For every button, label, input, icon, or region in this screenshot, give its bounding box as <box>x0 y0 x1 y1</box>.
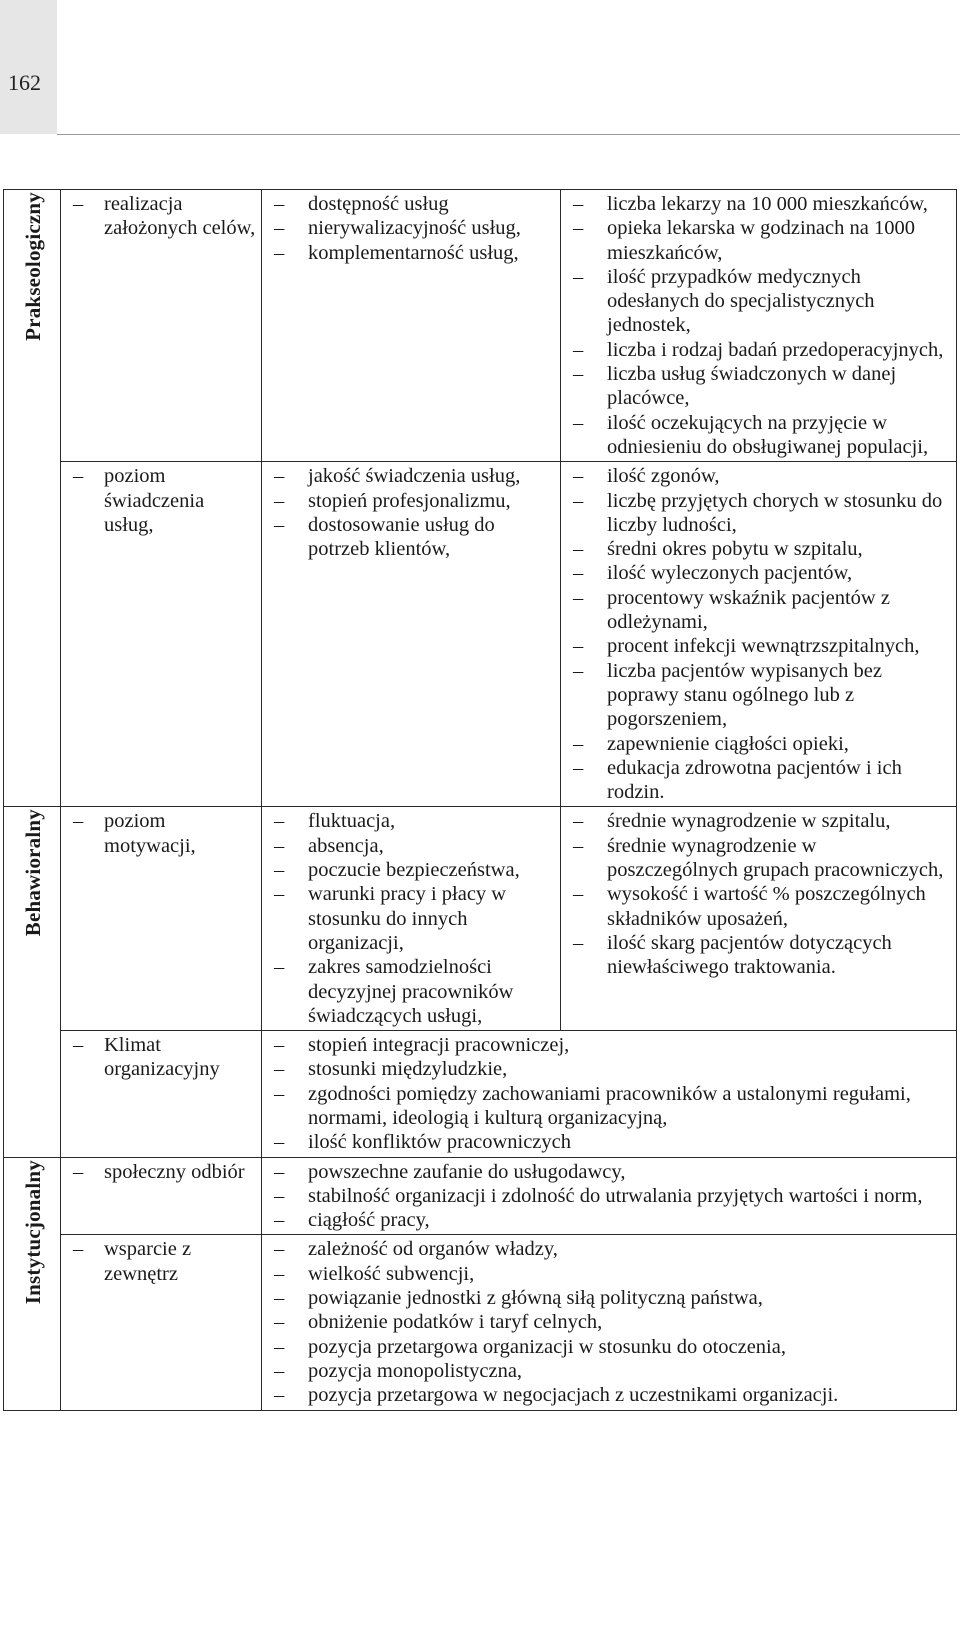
dash-list <box>67 1033 257 1082</box>
dash-list <box>268 1033 952 1154</box>
list-item: – Klimat organizacyjny <box>67 1033 257 1082</box>
list-item: – zgodności pomiędzy zachowaniami pracowników a ustalonymi regułami, normami, ideologią i kulturą organizacyjną, <box>268 1082 952 1131</box>
list-item: – zakres samodzielności decyzyjnej pracowników świadczących usługi, <box>268 955 556 1028</box>
list-item: – ilość skarg pacjentów dotyczących niewłaściwego traktowania. <box>567 931 952 980</box>
criteria-table <box>3 189 957 1411</box>
dash-list <box>567 192 952 459</box>
header-rule <box>57 134 960 135</box>
merged-cell <box>262 1235 957 1410</box>
list-item: – realizacja założonych celów, <box>67 192 257 241</box>
indicators-cell <box>561 807 957 1031</box>
dash-list <box>67 1160 257 1184</box>
list-item: – dostosowanie usług do potrzeb klientów, <box>268 513 556 562</box>
dash-list <box>67 1237 257 1286</box>
list-item: – powiązanie jednostki z główną siłą polityczną państwa, <box>268 1286 952 1310</box>
dash-list <box>67 464 257 537</box>
list-item: – ciągłość pracy, <box>268 1208 952 1232</box>
section-label-cell <box>4 807 61 1157</box>
page-number-tab <box>0 0 57 134</box>
list-item: – pozycja przetargowa w negocjacjach z uczestnikami organizacji. <box>268 1383 952 1407</box>
table-row <box>4 462 957 807</box>
merged-cell <box>262 1157 957 1235</box>
list-item: – dostępność usług <box>268 192 556 216</box>
dash-list <box>268 464 556 561</box>
list-item: – zależność od organów władzy, <box>268 1237 952 1261</box>
list-item: – poczucie bezpieczeństwa, <box>268 858 556 882</box>
factor-cell <box>61 190 262 462</box>
list-item: – średnie wynagrodzenie w szpitalu, <box>567 809 952 833</box>
list-item: – wielkość subwencji, <box>268 1262 952 1286</box>
factor-cell <box>61 1157 262 1235</box>
criteria-cell <box>262 807 561 1031</box>
dash-list <box>268 192 556 265</box>
list-item: – ilość konfliktów pracowniczych <box>268 1130 952 1154</box>
list-item: – stopień integracji pracowniczej, <box>268 1033 952 1057</box>
list-item: – absencja, <box>268 834 556 858</box>
list-item: – liczba pacjentów wypisanych bez poprawy stanu ogólnego lub z pogorszeniem, <box>567 659 952 732</box>
list-item: – opieka lekarska w godzinach na 1000 mieszkańców, <box>567 216 952 265</box>
factor-cell <box>61 807 262 1031</box>
dash-list <box>567 464 952 804</box>
list-item: – liczbę przyjętych chorych w stosunku do liczby ludności, <box>567 489 952 538</box>
list-item: – procent infekcji wewnątrzszpitalnych, <box>567 634 952 658</box>
list-item: – liczba i rodzaj badań przedoperacyjnych, <box>567 338 952 362</box>
list-item: – ilość przypadków medycznych odesłanych do specjalistycznych jednostek, <box>567 265 952 338</box>
criteria-cell <box>262 190 561 462</box>
factor-cell <box>61 462 262 807</box>
dash-list <box>268 809 556 1028</box>
table-row <box>4 1235 957 1410</box>
indicators-cell <box>561 462 957 807</box>
factor-cell <box>61 1031 262 1157</box>
dash-list <box>268 1160 952 1233</box>
table-row <box>4 190 957 462</box>
list-item: – pozycja przetargowa organizacji w stosunku do otoczenia, <box>268 1335 952 1359</box>
list-item: – pozycja monopolistyczna, <box>268 1359 952 1383</box>
list-item: – liczba usług świadczonych w danej placówce, <box>567 362 952 411</box>
list-item: – ilość oczekujących na przyjęcie w odniesieniu do obsługiwanej populacji, <box>567 411 952 460</box>
list-item: – jakość świadczenia usług, <box>268 464 556 488</box>
table-row <box>4 1031 957 1157</box>
list-item: – edukacja zdrowotna pacjentów i ich rodzin. <box>567 756 952 805</box>
list-item: – wsparcie z zewnętrz <box>67 1237 257 1286</box>
section-label: Prakseologiczny <box>20 192 45 341</box>
list-item: – fluktuacja, <box>268 809 556 833</box>
list-item: – ilość wyleczonych pacjentów, <box>567 561 952 585</box>
section-label: Behawioralny <box>20 809 45 937</box>
merged-cell <box>262 1031 957 1157</box>
list-item: – stosunki międzyludzkie, <box>268 1057 952 1081</box>
criteria-cell <box>262 462 561 807</box>
list-item: – stopień profesjonalizmu, <box>268 489 556 513</box>
list-item: – komplementarność usług, <box>268 241 556 265</box>
list-item: – średni okres pobytu w szpitalu, <box>567 537 952 561</box>
list-item: – nierywalizacyjność usług, <box>268 216 556 240</box>
indicators-cell <box>561 190 957 462</box>
dash-list <box>567 809 952 979</box>
list-item: – wysokość i wartość % poszczególnych składników uposażeń, <box>567 882 952 931</box>
dash-list <box>67 809 257 858</box>
section-label-cell <box>4 190 61 807</box>
list-item: – obniżenie podatków i taryf celnych, <box>268 1310 952 1334</box>
dash-list <box>268 1237 952 1407</box>
list-item: – średnie wynagrodzenie w poszczególnych grupach pracowniczych, <box>567 834 952 883</box>
table-row <box>4 807 957 1031</box>
list-item: – poziom świadczenia usług, <box>67 464 257 537</box>
list-item: – warunki pracy i płacy w stosunku do innych organizacji, <box>268 882 556 955</box>
factor-cell <box>61 1235 262 1410</box>
dash-list <box>67 192 257 241</box>
list-item: – ilość zgonów, <box>567 464 952 488</box>
list-item: – procentowy wskaźnik pacjentów z odleżynami, <box>567 586 952 635</box>
page-number: 162 <box>8 70 41 95</box>
list-item: – zapewnienie ciągłości opieki, <box>567 732 952 756</box>
list-item: – poziom motywacji, <box>67 809 257 858</box>
list-item: – stabilność organizacji i zdolność do utrwalania przyjętych wartości i norm, <box>268 1184 952 1208</box>
list-item: – społeczny odbiór <box>67 1160 257 1184</box>
list-item: – liczba lekarzy na 10 000 mieszkańców, <box>567 192 952 216</box>
list-item: – powszechne zaufanie do usługodawcy, <box>268 1160 952 1184</box>
section-label-cell <box>4 1157 61 1410</box>
table-row <box>4 1157 957 1235</box>
section-label: Instytucjonalny <box>20 1159 45 1304</box>
